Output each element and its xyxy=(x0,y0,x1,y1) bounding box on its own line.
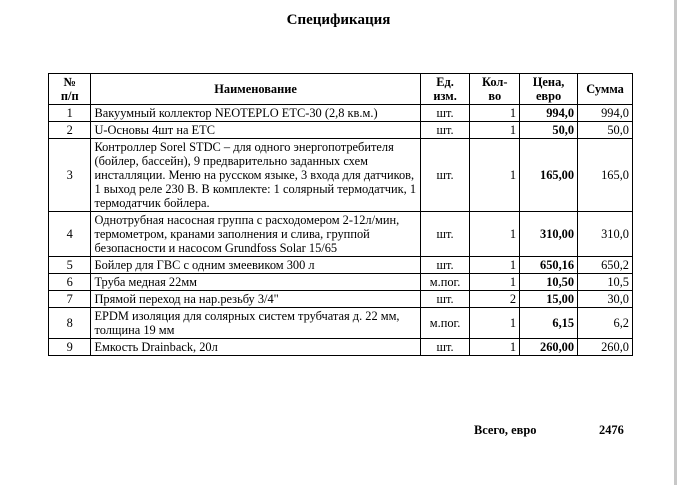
header-price xyxy=(520,74,578,105)
cell-qty: 1 xyxy=(470,339,520,356)
table-header-row xyxy=(49,74,633,105)
header-unit-label: Ед. изм. xyxy=(433,75,457,103)
cell-num: 9 xyxy=(49,339,91,356)
header-name-label: Наименование xyxy=(214,82,297,96)
cell-qty: 1 xyxy=(470,212,520,257)
table-row xyxy=(49,274,633,291)
cell-unit: шт. xyxy=(420,105,470,122)
cell-sum: 260,0 xyxy=(578,339,633,356)
header-price-label: Цена, евро xyxy=(532,75,565,103)
cell-num: 5 xyxy=(49,257,91,274)
cell-name: Труба медная 22мм xyxy=(91,274,420,291)
cell-name: Однотрубная насосная группа с расходомером 2-12л/мин, термометром, кранами заполнения и слива, группой безопасности и насосом Grundfoss Solar 15/65 xyxy=(91,212,420,257)
table-row xyxy=(49,139,633,212)
cell-sum: 165,0 xyxy=(578,139,633,212)
cell-price: 10,50 xyxy=(520,274,578,291)
cell-qty: 1 xyxy=(470,139,520,212)
cell-qty: 1 xyxy=(470,105,520,122)
header-num-label: № п/п xyxy=(60,75,79,103)
cell-price: 15,00 xyxy=(520,291,578,308)
cell-num: 6 xyxy=(49,274,91,291)
cell-unit: шт. xyxy=(420,212,470,257)
header-qty-label: Кол- во xyxy=(482,75,508,103)
table-row xyxy=(49,257,633,274)
total-label: Всего, евро xyxy=(474,423,537,437)
cell-num: 8 xyxy=(49,308,91,339)
cell-num: 7 xyxy=(49,291,91,308)
cell-num: 3 xyxy=(49,139,91,212)
table-row xyxy=(49,212,633,257)
table-row xyxy=(49,122,633,139)
cell-num: 1 xyxy=(49,105,91,122)
table-row xyxy=(49,291,633,308)
table-row xyxy=(49,308,633,339)
cell-sum: 50,0 xyxy=(578,122,633,139)
cell-unit: шт. xyxy=(420,291,470,308)
cell-sum: 994,0 xyxy=(578,105,633,122)
cell-name: U-Основы 4шт на ЕТС xyxy=(91,122,420,139)
total-value: 2476 xyxy=(599,423,624,437)
cell-price: 50,0 xyxy=(520,122,578,139)
cell-unit: шт. xyxy=(420,339,470,356)
cell-qty: 1 xyxy=(470,274,520,291)
header-sum-label: Сумма xyxy=(586,82,624,96)
header-unit xyxy=(420,74,470,105)
cell-price: 6,15 xyxy=(520,308,578,339)
cell-num: 2 xyxy=(49,122,91,139)
cell-price: 650,16 xyxy=(520,257,578,274)
cell-unit: шт. xyxy=(420,122,470,139)
cell-unit: шт. xyxy=(420,139,470,212)
cell-num: 4 xyxy=(49,212,91,257)
cell-sum: 30,0 xyxy=(578,291,633,308)
table-row xyxy=(49,105,633,122)
cell-unit: м.пог. xyxy=(420,308,470,339)
cell-unit: шт. xyxy=(420,257,470,274)
cell-price: 165,00 xyxy=(520,139,578,212)
cell-sum: 10,5 xyxy=(578,274,633,291)
cell-qty: 2 xyxy=(470,291,520,308)
table-row xyxy=(49,339,633,356)
cell-price: 260,00 xyxy=(520,339,578,356)
cell-name: EPDM изоляция для солярных систем трубчатая д. 22 мм, толщина 19 мм xyxy=(91,308,420,339)
header-name xyxy=(91,74,420,105)
cell-qty: 1 xyxy=(470,122,520,139)
header-sum xyxy=(578,74,633,105)
cell-sum: 650,2 xyxy=(578,257,633,274)
cell-price: 310,00 xyxy=(520,212,578,257)
cell-name: Емкость Drainback, 20л xyxy=(91,339,420,356)
cell-name: Вакуумный коллектор NEOTEPLO ETC-30 (2,8 кв.м.) xyxy=(91,105,420,122)
cell-price: 994,0 xyxy=(520,105,578,122)
cell-qty: 1 xyxy=(470,257,520,274)
cell-sum: 6,2 xyxy=(578,308,633,339)
cell-name: Прямой переход на нар.резьбу 3/4" xyxy=(91,291,420,308)
header-num xyxy=(49,74,91,105)
cell-name: Контроллер Sorel STDC – для одного энергопотребителя (бойлер, бассейн), 9 предварительно заданных схем инсталляции. Меню на русском языке, 3 входа для датчиков, 1 выход реле 230 В. В комплекте: 1 солярный термодатчик, 1 термодатчик бойлера. xyxy=(91,139,420,212)
cell-sum: 310,0 xyxy=(578,212,633,257)
header-qty xyxy=(470,74,520,105)
document-title: Спецификация xyxy=(286,12,391,28)
specification-table xyxy=(48,73,633,356)
cell-qty: 1 xyxy=(470,308,520,339)
cell-name: Бойлер для ГВС с одним змеевиком 300 л xyxy=(91,257,420,274)
cell-unit: м.пог. xyxy=(420,274,470,291)
